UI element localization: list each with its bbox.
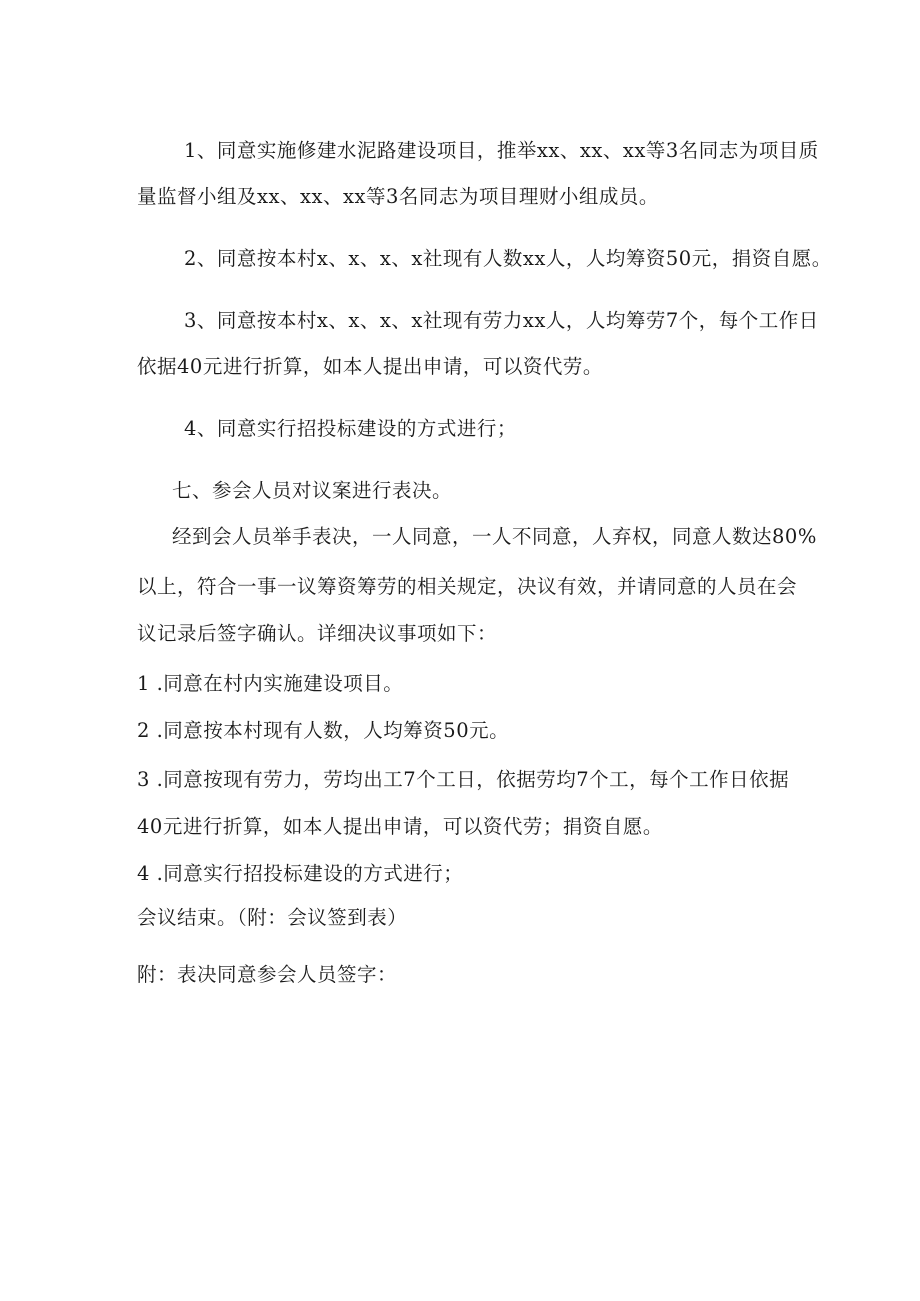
- vote-paragraph-line-2: 以上，符合一事一议筹资筹劳的相关规定，决议有效，并请同意的人员在会: [137, 575, 798, 598]
- resolution-item-1-line-1: 1、同意实施修建水泥路建设项目，推举xx、xx、xx等3名同志为项目质: [184, 139, 819, 162]
- decision-item-4: 4 .同意实行招投标建设的方式进行；: [137, 862, 464, 885]
- decision-item-1: 1 .同意在村内实施建设项目。: [137, 672, 404, 695]
- section-seven-heading: 七、参会人员对议案进行表决。: [172, 479, 453, 502]
- signature-heading: 附：表决同意参会人员签字：: [137, 963, 398, 986]
- vote-paragraph-line-3: 议记录后签字确认。详细决议事项如下：: [137, 622, 498, 645]
- resolution-item-3-line-1: 3、同意按本村x、x、x、x社现有劳力xx人，人均筹劳7个，每个工作日: [184, 309, 819, 332]
- decision-item-3-line-1: 3 .同意按现有劳力，劳均出工7个工日，依据劳均7个工，每个工作日依据: [137, 768, 790, 791]
- resolution-item-4: 4、同意实行招投标建设的方式进行；: [184, 417, 517, 440]
- resolution-item-3-line-2: 依据40元进行折算，如本人提出申请，可以资代劳。: [137, 355, 603, 378]
- meeting-end-note: 会议结束。（附：会议签到表）: [137, 906, 408, 929]
- resolution-item-2: 2、同意按本村x、x、x、x社现有人数xx人，人均筹资50元，捐资自愿。: [184, 247, 832, 270]
- decision-item-2: 2 .同意按本村现有人数，人均筹资50元。: [137, 719, 510, 742]
- resolution-item-1-line-2: 量监督小组及xx、xx、xx等3名同志为项目理财小组成员。: [137, 185, 659, 208]
- decision-item-3-line-2: 40元进行折算，如本人提出申请，可以资代劳；捐资自愿。: [137, 815, 663, 838]
- vote-paragraph-line-1: 经到会人员举手表决，一人同意，一人不同意，人弃权，同意人数达80%: [172, 525, 817, 548]
